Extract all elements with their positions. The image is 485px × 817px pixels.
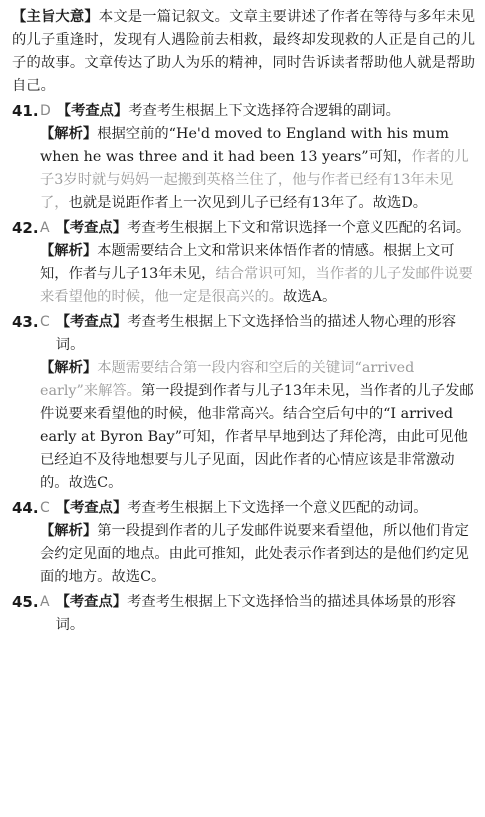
point-label: 【考查点】 <box>55 220 128 236</box>
question-item-43 <box>12 311 475 495</box>
point-text: 考查考生根据上下文选择恰当的描述人物心理的形容词。 <box>55 314 457 353</box>
analysis-label: 【解析】 <box>40 126 98 142</box>
answer-letter: A <box>40 220 50 236</box>
analysis-text-2: 结合常识可知，当作者的儿子发邮件说要来看望他的时候，他一定是很高兴的。 <box>40 266 473 305</box>
analysis-block <box>40 357 475 495</box>
summary-paragraph <box>12 6 475 98</box>
question-number: 44. <box>12 499 39 517</box>
analysis-text-1: 本题需要结合第一段内容和空后的关键词“arrived early”来解答。 <box>40 360 415 399</box>
analysis-block <box>40 123 475 215</box>
question-item-42 <box>12 217 475 309</box>
analysis-text-1: 第一段提到作者的儿子发邮件说要来看望他，所以他们肯定会约定见面的地点。由此可推知，此处表示作者到达的是他们约定见面的地方。故选C。 <box>40 523 469 585</box>
answer-letter: C <box>40 500 50 516</box>
analysis-block <box>40 240 475 309</box>
question-number: 41. <box>12 102 39 120</box>
analysis-text-3: 也就是说距作者上一次见到儿子已经有13年了。故选D。 <box>68 195 428 211</box>
question-number: 45. <box>12 593 39 611</box>
analysis-text-2: 第一段提到作者与儿子13年未见，当作者的儿子发邮件说要来看望他的时候，他非常高兴。结合空后句中的“I arrived early at Byron Bay”可知，作者早早地到达了拜伦湾，由此可见他已经迫不及待地想要与儿子见面，因此作者的心情应该是非常激动的。故选C。 <box>40 383 474 491</box>
point-label: 【考查点】 <box>55 594 128 610</box>
analysis-text-1: 根据空前的“He'd moved to England with his mum when he was three and it had been 13 years”可知， <box>40 126 449 165</box>
point-text: 考查考生根据上下文选择恰当的描述具体场景的形容词。 <box>55 594 456 633</box>
analysis-block <box>40 520 475 589</box>
point-label: 【考查点】 <box>55 314 128 330</box>
answer-letter: C <box>40 314 50 330</box>
analysis-text-3: 故选A。 <box>283 289 337 305</box>
point-text: 考查考生根据上下文和常识选择一个意义匹配的名词。 <box>127 220 471 236</box>
point-text: 考查考生根据上下文选择一个意义匹配的动词。 <box>127 500 428 516</box>
question-number: 42. <box>12 219 39 237</box>
analysis-label: 【解析】 <box>40 523 98 539</box>
point-label: 【考查点】 <box>55 500 128 516</box>
analysis-text-2: 作者的儿子3岁时就与妈妈一起搬到英格兰住了，他与作者已经有13年未见了， <box>40 149 469 211</box>
analysis-label: 【解析】 <box>40 243 98 259</box>
question-number: 43. <box>12 313 39 331</box>
analysis-text-1: 本题需要结合上文和常识来体悟作者的情感。根据上文可知，作者与儿子13年未见， <box>40 243 455 282</box>
summary-label: 【主旨大意】 <box>12 9 99 25</box>
analysis-label: 【解析】 <box>40 360 98 376</box>
point-text: 考查考生根据上下文选择符合逻辑的副词。 <box>128 103 400 119</box>
point-label: 【考查点】 <box>56 103 129 119</box>
summary-text: 本文是一篇记叙文。文章主要讲述了作者在等待与多年未见的儿子重逢时，发现有人遇险前去相救，最终却发现救的人正是自己的儿子的故事。文章传达了助人为乐的精神，同时告诉读者帮助他人就是帮助自己。 <box>12 9 476 94</box>
question-item-45 <box>12 591 475 637</box>
answer-letter: D <box>40 103 51 119</box>
question-item-41 <box>12 100 475 215</box>
question-item-44 <box>12 497 475 589</box>
answer-letter: A <box>40 594 50 610</box>
